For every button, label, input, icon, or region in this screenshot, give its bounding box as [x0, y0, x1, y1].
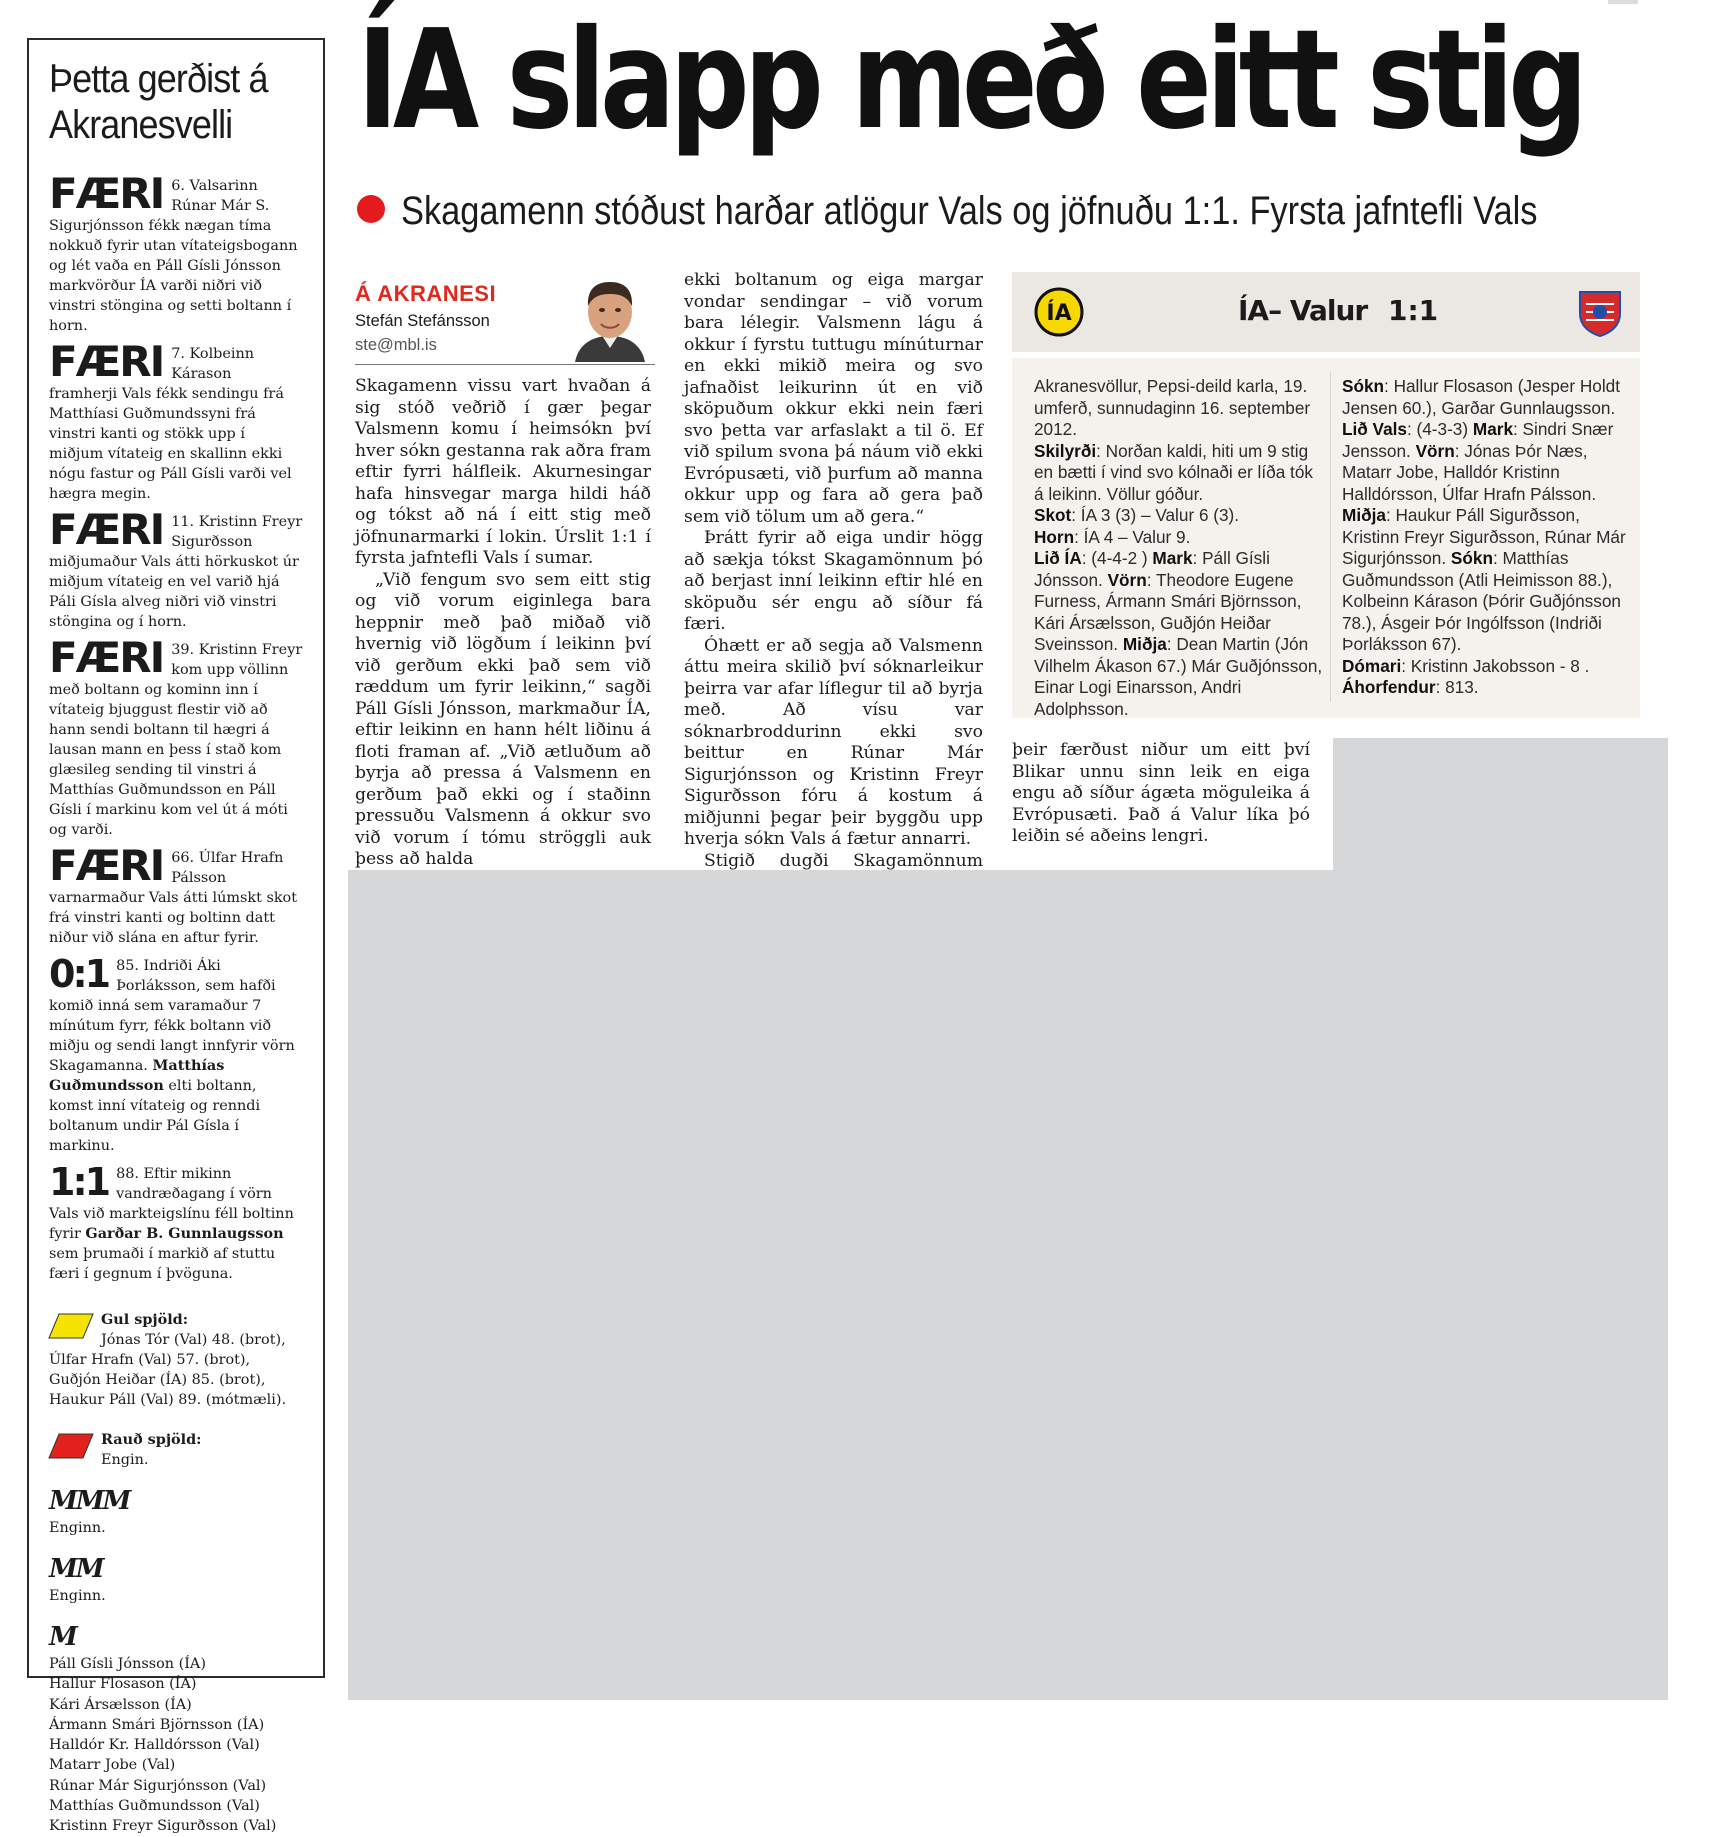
match-events-sidebar	[27, 38, 325, 1835]
ia-midfield: : Dean Martin (Jón Vilhelm Ákason 67.) Már Guðjónsson, Einar Logi Einarsson, Andri Adolphsson.	[1034, 634, 1323, 719]
rating-m-heading: M	[49, 1622, 76, 1652]
sidebar-title-line2: Akranesvelli	[49, 103, 233, 147]
ia-defence: : Theodore Eugene Furness, Ármann Smári Björnsson, Kári Ársælsson, Guðjón Heiðar Sveinsson.	[1034, 569, 1302, 654]
event-text: 11. Kristinn Freyr Sigurðsson miðjumaður Vals átti hörkuskot úr miðjum vítateig en vel varið hjá Páli Gísla alveg niðri við vinstri stöngina og í horn.	[49, 514, 303, 630]
rating-mmm	[49, 1484, 303, 1538]
valur-attack: : Matthías Guðmundsson (Atli Heimisson 88.), Kolbeinn Kárason (Þórir Guðjónsson 78.), Ásgeir Þór Ingólfsson (Indriði Þorláksson 67).	[1342, 548, 1621, 654]
valur-defence-label: Vörn	[1415, 440, 1455, 461]
empty-area-bottom	[348, 870, 1668, 1700]
player-name: Rúnar Már Sigurjónsson (Val)	[49, 1777, 267, 1794]
rating-mmm-text: Enginn.	[49, 1520, 106, 1536]
goal-text-after: sem þrumaði í markið af stuttu færi í gegnum í þvöguna.	[49, 1246, 276, 1282]
valur-club-logo	[1578, 288, 1622, 338]
valur-goalkeeper: : Sindri Snær Jensson.	[1342, 419, 1614, 461]
red-bullet-icon	[357, 195, 385, 223]
ia-logo-text: ÍA	[1046, 301, 1072, 326]
event-tag: FÆRI	[49, 841, 164, 890]
red-cards-label: Rauð spjöld:	[101, 1431, 202, 1448]
goal-text: 88. Eftir mikinn vandræðagang í vörn Vals við markteigslínu féll boltinn fyrir	[49, 1166, 294, 1242]
player-name: Ármann Smári Björnsson (ÍA)	[49, 1716, 265, 1733]
event-item	[49, 841, 303, 948]
valur-lineup-label: Lið Vals	[1342, 419, 1407, 439]
rating-mm-heading: MM	[49, 1554, 103, 1584]
stats-divider	[1330, 372, 1331, 702]
goal-item	[49, 952, 303, 1156]
attendance: : 813.	[1435, 677, 1479, 697]
goal-scorer: Garðar B. Gunnlaugsson	[85, 1225, 284, 1242]
red-card-icon	[49, 1434, 93, 1458]
player-name: Páll Gísli Jónsson (ÍA)	[49, 1656, 206, 1672]
subheadline	[357, 186, 1722, 236]
conditions: : Norðan kaldi, hiti um 9 stig en bætti í vind svo kólnaði er líða tók á leikinn. Völlur góður.	[1034, 440, 1313, 504]
rating-mmm-heading: MMM	[49, 1486, 130, 1516]
article-paragraph: Stigið dugði Skagamönnum	[704, 850, 983, 871]
article-paragraph: Óhætt er að segja að Valsmenn áttu meira skilið því sóknarleikur þeirra var afar líflegur til að byrja með. Að vísu var sóknarbroddurinn ekki svo beittur en Rúnar Már Sigurjónsson og Kristinn Freyr Sigurðsson fóru á kostum á miðjunni þegar þeir byggðu upp hverja sókn Vals á fætur annarri.	[684, 635, 983, 849]
article-paragraph: ekki boltanum og eiga margar vondar sendingar – við vorum bara lélegir. Valsmenn lágu á okkur í fyrstu tuttugu mínúturnar en ekki mikið meira og svo jafnaðist leikurinn út en við sköpuðum okkur ekki nein færi svo þetta var arfaslakt a til ö. Ef við spilum svona þá náum við ekki Evrópusæti, við þurfum að manna okkur upp og fara að gera það sem við tölum um að gera.“	[684, 270, 983, 527]
author-photo	[565, 276, 655, 362]
goal-scorer: Matthías Guðmundsson	[49, 1057, 225, 1094]
ia-attack: : Hallur Flosason (Jesper Holdt Jensen 60.), Garðar Gunnlaugsson.	[1342, 376, 1620, 418]
referee: : Kristinn Jakobsson - 8 .	[1401, 655, 1590, 676]
red-cards	[49, 1430, 303, 1470]
sidebar-title-line1: Þetta gerðist á	[49, 57, 268, 101]
ia-goalkeeper-label: Mark	[1152, 548, 1193, 568]
valur-goalkeeper-label: Mark	[1472, 419, 1513, 439]
event-tag: FÆRI	[49, 505, 164, 554]
event-tag: FÆRI	[49, 169, 164, 218]
match-title: ÍA– Valur	[1238, 294, 1368, 327]
byline	[355, 270, 655, 365]
valur-formation: : (4-3-3)	[1406, 419, 1473, 439]
event-tag: FÆRI	[49, 633, 164, 682]
goal-item	[49, 1160, 303, 1284]
yellow-cards	[49, 1310, 303, 1410]
article-column-3	[1012, 740, 1310, 848]
goal-text-after: elti boltann, komst inní vítateig og renndi boltanum undir Pál Gísla í markinu.	[49, 1078, 261, 1154]
article-paragraph: „Við fengum svo sem eitt stig og við vorum eiginlega bara heppnir með það miðað við hvernig við lögðum í leikinn því við gerðum ekki það sem við ræddum um fyrir leikinn,“ sagði Páll Gísli Jónsson, markmaður ÍA, eftir leikinn en hann hélt liðinu á floti framan af. „Við ætluðum að byrja að pressa á Valsmenn en gerðum það ekki og í staðinn pressuðu Valsmenn á okkur svo við vorum í tómu ströggli auk þess að halda	[355, 569, 651, 869]
sidebar-title	[49, 56, 278, 148]
event-item	[49, 169, 303, 336]
ia-midfield-label: Miðja	[1122, 634, 1167, 654]
event-item	[49, 633, 303, 840]
article-paragraph: þeir færðust niður um eitt því Blikar unnu sinn leik en eiga engu að síður ágæta möguleika á Evrópusæti. Það á Valur líka þó leiðin sé aðeins lengri.	[1012, 740, 1310, 846]
event-tag: FÆRI	[49, 337, 164, 386]
rating-m	[49, 1620, 303, 1837]
attendance-label: Áhorfendur	[1342, 677, 1436, 697]
page-corner-mark	[1608, 0, 1638, 4]
event-text: 66. Úlfar Hrafn Pálsson varnarmaður Vals átti lúmskt skot frá vinstri kanti og boltinn datt niður við slána en aftur fyrir.	[49, 850, 297, 946]
match-stats-header	[1012, 272, 1640, 352]
event-text: 7. Kolbeinn Kárason framherji Vals fékk sendingu frá Matthíasi Guðmundssyni frá vinstri kanti og stökk upp í miðjum vítateig en skallinn ekki nógu fastur og Páll Gísli varði vel hægra megin.	[49, 346, 292, 502]
shots: : ÍA 3 (3) – Valur 6 (3).	[1071, 505, 1240, 525]
valur-attack-label: Sókn	[1450, 548, 1493, 568]
article-paragraph: Skagamenn vissu vart hvaðan á sig stóð veðrið í gær þegar Valsmenn komu í heimsókn því hver sókn gestanna rak aðra fram eftir fyrri hálfleik. Akurnesingar hafa hinsvegar marga hildi háð og tókst að ná í eitt stig með jöfnunarmarki í lokin. Úrslit 1:1 í fyrsta jafntefli Vals í sumar.	[355, 376, 651, 568]
dateline-location: Á AKRANESI	[355, 281, 497, 306]
subheadline-text: Skagamenn stóðust harðar atlögur Vals og jöfnuðu 1:1. Fyrsta jafntefli Vals	[401, 189, 1538, 233]
goal-score: 1:1	[49, 1160, 109, 1204]
rating-mm	[49, 1552, 303, 1606]
red-cards-text: Engin.	[101, 1452, 149, 1468]
match-stats-right	[1342, 376, 1627, 699]
yellow-card-icon	[49, 1314, 93, 1338]
match-score: 1:1	[1388, 294, 1439, 327]
article-paragraph: Þrátt fyrir að eiga undir högg að sækja tókst Skagamönnum þó að berjast inní leikinn eftir hlé en sköpuðu sér engu að síður fá færi.	[684, 528, 983, 634]
ia-attack-label: Sókn	[1342, 376, 1385, 396]
article-column-1	[355, 376, 651, 871]
corners-label: Horn	[1034, 526, 1075, 547]
referee-label: Dómari	[1342, 655, 1402, 676]
player-name: Kristinn Freyr Sigurðsson (Val)	[49, 1818, 277, 1835]
valur-defence: : Jónas Þór Næs, Matarr Jobe, Halldór Kristinn Halldórsson, Úlfar Hrafn Pálsson.	[1342, 440, 1597, 504]
event-item	[49, 505, 303, 632]
player-name: Kári Ársælsson (ÍA)	[49, 1696, 192, 1713]
ia-lineup-label: Lið ÍA	[1034, 548, 1082, 568]
author-name: Stefán Stefánsson	[355, 312, 490, 330]
ia-goalkeeper: : Páll Gísli Jónsson.	[1034, 548, 1270, 590]
match-stats-left	[1034, 376, 1324, 720]
event-text: 6. Valsarinn Rúnar Már S. Sigurjónsson fékk nægan tíma nokkuð fyrir utan vítateigsbogann og lét vaða en Páll Gísli Jónsson markvörður ÍA varði niðri við vinstri stöngina og setti boltann í horn.	[49, 178, 298, 334]
ia-club-logo	[1034, 287, 1084, 337]
ia-formation: : (4-4-2 )	[1081, 548, 1153, 568]
goal-score: 0:1	[49, 952, 109, 996]
goal-text: 85. Indriði Áki Þorláksson, sem hafði komið inná sem varamaður 7 mínútum fyrr, fékk boltann við miðju og sendi langt innfyrir vörn Skagamanna.	[49, 958, 295, 1074]
match-stats-body	[1012, 358, 1640, 718]
rating-mm-text: Enginn.	[49, 1588, 106, 1604]
corners: : ÍA 4 – Valur 9.	[1074, 526, 1191, 547]
player-name: Halldór Kr. Halldórsson (Val)	[49, 1737, 260, 1754]
event-item	[49, 337, 303, 504]
player-name: Matthías Guðmundsson (Val)	[49, 1798, 260, 1815]
shots-label: Skot	[1034, 505, 1072, 525]
venue: Akranesvöllur, Pepsi-deild karla, 19. umferð, sunnudaginn 16. september 2012.	[1034, 376, 1311, 439]
author-email: ste@mbl.is	[355, 336, 437, 354]
headline: ÍA slapp með eitt stig	[357, 1, 1583, 160]
conditions-label: Skilyrði	[1034, 440, 1097, 461]
valur-midfield-label: Miðja	[1342, 505, 1386, 525]
player-name: Matarr Jobe (Val)	[49, 1757, 176, 1774]
yellow-cards-text: Jónas Tór (Val) 48. (brot), Úlfar Hrafn (Val) 57. (brot), Guðjón Heiðar (ÍA) 85. (brot), Haukur Páll (Val) 89. (mótmæli).	[49, 1332, 287, 1408]
article-column-2	[684, 270, 983, 915]
valur-midfield: : Haukur Páll Sigurðsson, Kristinn Freyr Sigurðsson, Rúnar Már Sigurjónsson.	[1342, 505, 1626, 568]
event-text: 39. Kristinn Freyr kom upp völlinn með boltann og kominn inn í vítateig bjuggust flestir við að hann sendi boltann til hægri á lausan mann en þess í stað kom glæsileg sending til vinstri á Matthías Guðmundsson en Páll Gísli í markinu kom vel út á móti og varði.	[49, 642, 303, 838]
player-name: Hallur Flosason (ÍA)	[49, 1676, 197, 1693]
ia-defence-label: Vörn	[1107, 569, 1147, 590]
yellow-cards-label: Gul spjöld:	[101, 1311, 189, 1328]
